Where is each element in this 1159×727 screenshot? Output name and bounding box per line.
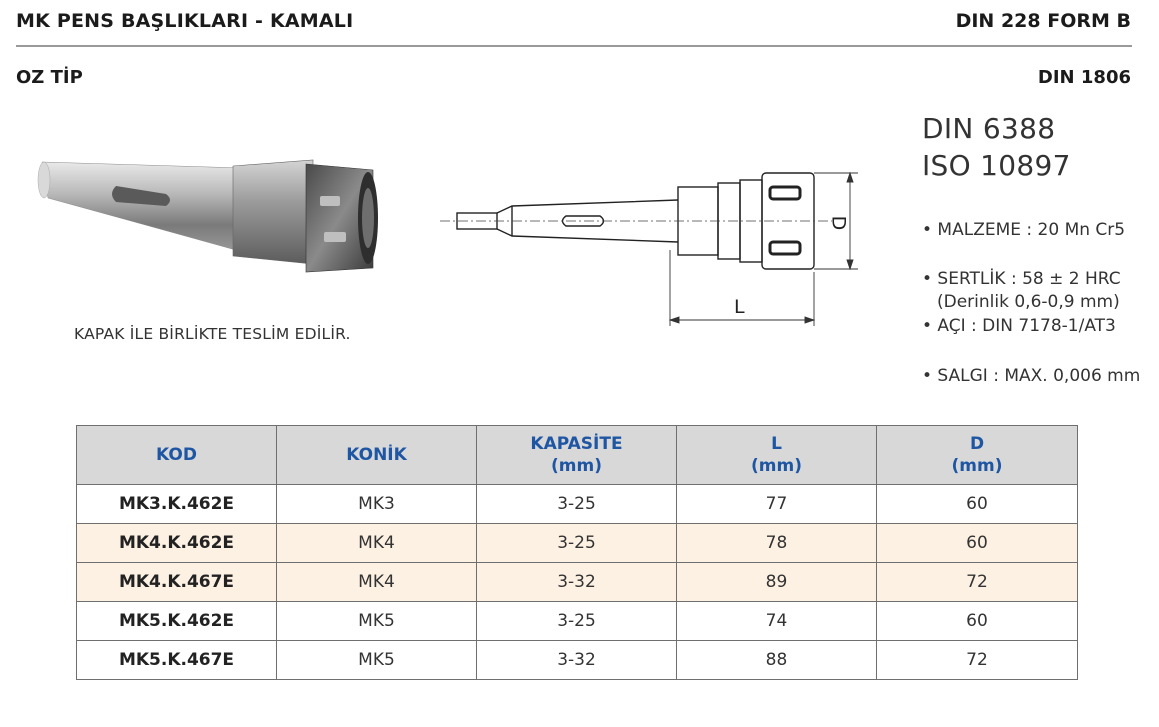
cell-taper: MK5 xyxy=(277,602,477,641)
sub-standard: DIN 1806 xyxy=(1037,67,1131,88)
type-label: OZ TİP xyxy=(16,67,83,88)
col-header-length: L (mm) xyxy=(677,426,877,485)
technical-drawing xyxy=(440,160,870,335)
cell-length: 74 xyxy=(677,602,877,641)
header-divider xyxy=(16,45,1132,47)
table-row xyxy=(77,563,1078,602)
cell-code: MK4.K.467E xyxy=(77,563,277,602)
cell-taper: MK4 xyxy=(277,524,477,563)
cell-capacity: 3-25 xyxy=(477,485,677,524)
cell-taper: MK4 xyxy=(277,563,477,602)
cell-length: 77 xyxy=(677,485,877,524)
spec-material: • MALZEME : 20 Mn Cr5 xyxy=(922,220,1126,240)
col-header-diameter: D (mm) xyxy=(877,426,1078,485)
cell-capacity: 3-25 xyxy=(477,524,677,563)
col-header-code: KOD xyxy=(77,426,277,485)
cell-length: 89 xyxy=(677,563,877,602)
spec-runout: • SALGI : MAX. 0,006 mm xyxy=(922,366,1141,386)
cell-diameter: 60 xyxy=(877,485,1078,524)
table-header-row xyxy=(77,426,1078,485)
cell-code: MK3.K.462E xyxy=(77,485,277,524)
spec-depth: (Derinlik 0,6-0,9 mm) xyxy=(937,292,1120,312)
cell-capacity: 3-25 xyxy=(477,602,677,641)
dimension-l-label: L xyxy=(734,296,745,318)
table-row xyxy=(77,602,1078,641)
cell-code: MK5.K.462E xyxy=(77,602,277,641)
col-header-taper: KONİK xyxy=(277,426,477,485)
cell-taper: MK3 xyxy=(277,485,477,524)
product-photo xyxy=(28,140,388,300)
cell-taper: MK5 xyxy=(277,641,477,680)
dimension-d-label: D xyxy=(827,215,850,231)
cell-capacity: 3-32 xyxy=(477,563,677,602)
cell-code: MK5.K.467E xyxy=(77,641,277,680)
table-row xyxy=(77,524,1078,563)
cell-length: 88 xyxy=(677,641,877,680)
col-header-capacity: KAPASİTE (mm) xyxy=(477,426,677,485)
table-row xyxy=(77,641,1078,680)
cell-diameter: 60 xyxy=(877,524,1078,563)
cell-diameter: 72 xyxy=(877,563,1078,602)
standard-iso-10897: ISO 10897 xyxy=(922,149,1071,182)
cell-diameter: 60 xyxy=(877,602,1078,641)
page-title: MK PENS BAŞLIKLARI - KAMALI xyxy=(16,10,354,32)
table-row xyxy=(77,485,1078,524)
delivery-note: KAPAK İLE BİRLİKTE TESLİM EDİLİR. xyxy=(74,325,351,343)
spec-hardness: • SERTLİK : 58 ± 2 HRC xyxy=(922,269,1121,289)
cell-capacity: 3-32 xyxy=(477,641,677,680)
header-standard: DIN 228 FORM B xyxy=(955,10,1131,32)
cell-length: 78 xyxy=(677,524,877,563)
spec-angle: • AÇI : DIN 7178-1/AT3 xyxy=(922,316,1116,336)
cell-diameter: 72 xyxy=(877,641,1078,680)
standard-din-6388: DIN 6388 xyxy=(922,112,1056,145)
product-table xyxy=(76,425,1078,680)
cell-code: MK4.K.462E xyxy=(77,524,277,563)
